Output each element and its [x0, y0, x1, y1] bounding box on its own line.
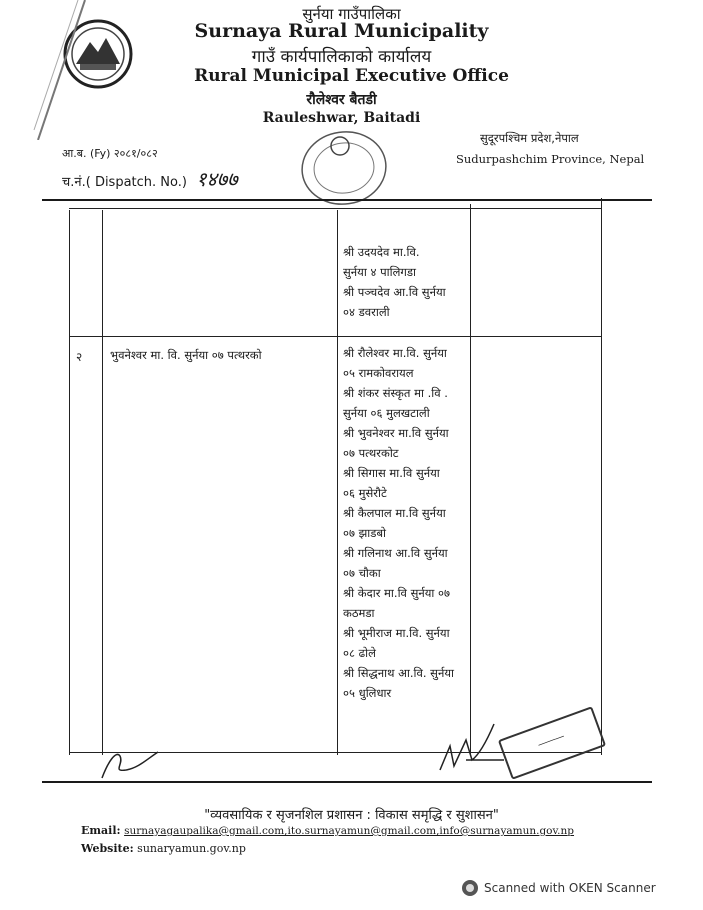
school-line: श्री भूमीराज मा.वि. सुर्नया [343, 626, 450, 640]
table-col-divider-3 [470, 204, 471, 755]
scanner-watermark [462, 880, 656, 896]
dispatch-label [62, 165, 238, 192]
table-border-left [69, 210, 70, 755]
footer-slogan: "व्यवसायिक र सृजनशिल प्रशासन : विकास समृद्धि र सुशासन" [204, 808, 499, 823]
header-line-nepali-office: गाउँ कार्यपालिकाको कार्यालय [251, 47, 432, 67]
table-row-divider [69, 336, 601, 337]
school-line: श्री शंकर संस्कृत मा .वि . [343, 386, 448, 400]
header-line-english-address: Rauleshwar, Baitadi [262, 110, 421, 126]
school-line: ०७ झाडबो [343, 526, 386, 540]
table-row [343, 242, 446, 322]
table-col-divider-2 [337, 210, 338, 755]
school-line: श्री गलिनाथ आ.वि सुर्नया [343, 546, 448, 560]
table-row [343, 343, 454, 703]
table-top-border [69, 208, 601, 209]
website-link[interactable]: sunaryamun.gov.np [137, 842, 246, 855]
officer-stamp: ――― [498, 706, 606, 780]
dispatch-number: १४७७ [196, 167, 238, 191]
row-serial-number: २ [76, 350, 83, 364]
header-line-nepali-name: सुर्नया गाउँपालिका [302, 5, 401, 23]
header-line-nepali-address: रौलेश्वर बैतडी [306, 92, 377, 108]
header-divider [42, 199, 652, 201]
school-line: कठमडा [343, 606, 375, 620]
office-seal-stamp [298, 128, 390, 208]
footer-website [81, 842, 246, 855]
school-line: ०७ पत्थरकोट [343, 446, 399, 460]
school-line: श्री कैलपाल मा.वि सुर्नया [343, 506, 446, 520]
school-line: ०४ डवराली [343, 305, 390, 319]
school-line: ०५ रामकोवरायल [343, 366, 414, 380]
school-line: श्री उदयदेव मा.वि. [343, 245, 420, 259]
province-nepali: सुदूरपश्चिम प्रदेश,नेपाल [480, 131, 579, 145]
school-line: श्री सिगास मा.वि सुर्नया [343, 466, 440, 480]
footer-divider [42, 781, 652, 783]
fiscal-year: आ.ब. (Fy) २०८१/०८२ [62, 147, 158, 160]
school-line: श्री सिद्धनाथ आ.वि. सुर्नया [343, 666, 454, 680]
school-line: श्री भुवनेश्वर मा.वि सुर्नया [343, 426, 449, 440]
email-label: Email: [81, 824, 121, 837]
school-line: सुर्नया ०६ मुलखटाली [343, 406, 430, 420]
table-border-right [601, 198, 602, 755]
school-line: श्री केदार मा.वि सुर्नया ०७ [343, 586, 451, 600]
school-line: ०५ धुलिधार [343, 686, 392, 700]
website-label: Website: [81, 842, 134, 855]
school-line: श्री रौलेश्वर मा.वि. सुर्नया [343, 346, 447, 360]
signature-right [436, 720, 506, 778]
dispatch-label-text: च.नं.( Dispatch. No.) [62, 175, 187, 190]
school-line: सुर्नया ४ पालिगडा [343, 265, 416, 279]
table-col-divider-1 [102, 210, 103, 755]
email-link[interactable]: surnayagaupalika@gmail.com,ito.surnayamun@gmail.com,info@surnayamun.gov.np [124, 825, 575, 837]
scanner-logo-icon [462, 880, 478, 896]
school-line: ०७ चौका [343, 566, 381, 580]
row-host-school: भुवनेश्वर मा. वि. सुर्नया ०७ पत्थरको [110, 348, 262, 362]
scanner-text: Scanned with OKEN Scanner [484, 881, 656, 895]
header-line-english-name: Surnaya Rural Municipality [194, 20, 489, 42]
province-english: Sudurpashchim Province, Nepal [456, 152, 645, 166]
school-line: ०८ ढोले [343, 646, 376, 660]
signature-left [98, 742, 168, 784]
header-line-english-office: Rural Municipal Executive Office [194, 66, 509, 86]
footer-email [81, 824, 574, 837]
school-line: श्री पञ्चदेव आ.वि सुर्नया [343, 285, 446, 299]
school-line: ०६ मुसेरौटे [343, 486, 387, 500]
